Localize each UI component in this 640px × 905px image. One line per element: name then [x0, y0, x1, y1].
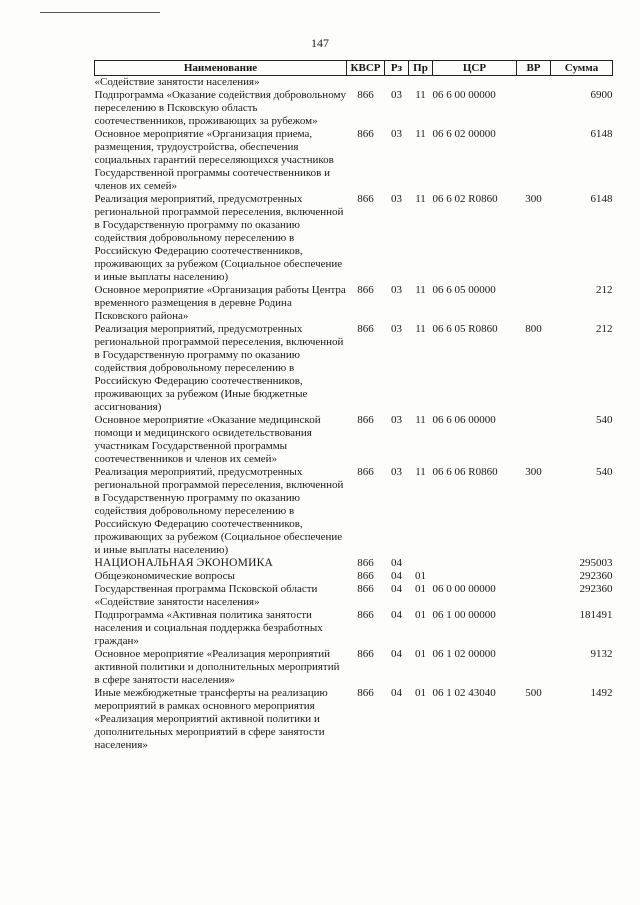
row-vr: 300 — [525, 466, 542, 478]
row-rz: 03 — [391, 414, 402, 426]
row-sum: 212 — [596, 284, 613, 296]
header-sum: Сумма — [551, 61, 613, 76]
table-row — [95, 284, 613, 323]
table-row — [95, 609, 613, 648]
table-body — [95, 76, 613, 753]
row-kvsr: 866 — [357, 128, 374, 140]
table-row — [95, 687, 613, 752]
table-row — [95, 466, 613, 557]
row-kvsr: 866 — [357, 193, 374, 205]
row-pr — [409, 76, 433, 90]
row-rz: 04 — [391, 557, 402, 569]
table-row — [95, 128, 613, 193]
row-rz: 03 — [391, 193, 402, 205]
row-csr: 06 6 02 R0860 — [432, 193, 498, 205]
table-header-row — [95, 61, 613, 76]
row-sum: 9132 — [590, 648, 613, 660]
row-vr — [517, 414, 551, 466]
row-kvsr: 866 — [357, 466, 374, 478]
row-vr — [517, 76, 551, 90]
row-vr: 500 — [525, 687, 542, 699]
row-sum: 540 — [596, 414, 613, 426]
row-csr: 06 1 02 00000 — [432, 648, 496, 660]
table-row — [95, 323, 613, 414]
table-row — [95, 193, 613, 284]
row-vr — [517, 89, 551, 128]
row-pr: 11 — [415, 414, 426, 426]
row-vr — [517, 570, 551, 583]
table-row — [95, 570, 613, 583]
row-rz: 04 — [391, 648, 402, 660]
row-csr — [433, 557, 517, 570]
row-pr: 01 — [415, 648, 426, 660]
table-row — [95, 583, 613, 609]
row-kvsr: 866 — [357, 284, 374, 296]
row-name: Общеэкономические вопросы — [94, 570, 235, 582]
row-name: Реализация мероприятий, предусмотренных региональной программой переселения, включенной в Государственную программу по оказанию содействия добровольному переселению в Российскую Федерацию соотечественников, проживающих за рубежом (Социальное обеспечение и иные выплаты населению) — [94, 466, 344, 556]
row-rz: 03 — [391, 466, 402, 478]
header-rz: Рз — [385, 61, 409, 76]
row-kvsr: 866 — [357, 323, 374, 335]
row-pr: 01 — [415, 570, 426, 582]
row-csr: 06 1 00 00000 — [432, 609, 496, 621]
row-csr: 06 1 02 43040 — [432, 687, 496, 699]
row-name: Основное мероприятие «Организация работы Центра временного размещения в деревне Родина Псковского района» — [94, 284, 346, 322]
row-kvsr: 866 — [357, 414, 374, 426]
row-vr — [517, 557, 551, 570]
row-kvsr: 866 — [357, 570, 374, 582]
row-rz: 04 — [391, 583, 402, 595]
row-csr: 06 0 00 00000 — [432, 583, 496, 595]
row-kvsr: 866 — [357, 557, 374, 569]
row-vr — [517, 609, 551, 648]
row-sum: 540 — [596, 466, 613, 478]
page-number: 147 — [311, 36, 329, 50]
row-pr: 01 — [415, 687, 426, 699]
row-name: Основное мероприятие «Оказание медицинской помощи и медицинского освидетельствования участникам Государственной программы соотечественников и членов их семей» — [94, 414, 321, 465]
row-sum: 292360 — [579, 570, 613, 582]
row-csr: 06 6 00 00000 — [432, 89, 496, 101]
row-pr: 11 — [415, 89, 426, 101]
row-csr — [433, 76, 517, 90]
row-vr — [517, 583, 551, 609]
header-vr: ВР — [517, 61, 551, 76]
row-pr: 01 — [415, 583, 426, 595]
row-rz — [385, 76, 409, 90]
row-name: Реализация мероприятий, предусмотренных региональной программой переселения, включенной в Государственную программу по оказанию содействия добровольному переселению в Российскую Федерацию соотечественников, проживающих за рубежом (Иные бюджетные ассигнования) — [94, 323, 344, 413]
header-pr: Пр — [409, 61, 433, 76]
row-csr: 06 6 05 R0860 — [432, 323, 498, 335]
row-csr: 06 6 06 00000 — [432, 414, 496, 426]
row-kvsr: 866 — [357, 609, 374, 621]
row-csr: 06 6 06 R0860 — [432, 466, 498, 478]
row-pr: 11 — [415, 323, 426, 335]
row-name: «Содействие занятости населения» — [94, 76, 260, 88]
row-rz: 03 — [391, 128, 402, 140]
row-csr — [433, 570, 517, 583]
row-vr — [517, 648, 551, 687]
top-rule — [40, 12, 160, 13]
row-sum: 181491 — [579, 609, 613, 621]
row-sum — [551, 76, 613, 90]
row-name: Подпрограмма «Оказание содействия добровольному переселению в Псковскую область соотечественников, проживающих за рубежом» — [94, 89, 346, 127]
header-name: Наименование — [95, 61, 347, 76]
table-row — [95, 89, 613, 128]
table-row — [95, 648, 613, 687]
row-sum: 295003 — [579, 557, 613, 569]
row-sum: 6148 — [590, 128, 613, 140]
row-pr: 11 — [415, 466, 426, 478]
row-kvsr: 866 — [357, 687, 374, 699]
row-name: Основное мероприятие «Организация приема, размещения, трудоустройства, обеспечения социальных гарантий переселяющихся участников Государственной программы соотечественников и членов их семей» — [94, 128, 334, 192]
row-vr: 800 — [525, 323, 542, 335]
row-vr — [517, 284, 551, 323]
row-pr: 01 — [415, 609, 426, 621]
table-row — [95, 557, 613, 570]
table-row — [95, 414, 613, 466]
budget-table — [94, 60, 613, 752]
row-sum: 212 — [596, 323, 613, 335]
row-rz: 04 — [391, 687, 402, 699]
row-sum: 1492 — [590, 687, 613, 699]
row-rz: 04 — [391, 609, 402, 621]
row-kvsr: 866 — [357, 583, 374, 595]
header-kvsr: КВСР — [347, 61, 385, 76]
row-vr — [517, 128, 551, 193]
row-sum: 292360 — [579, 583, 613, 595]
row-pr: 11 — [415, 193, 426, 205]
row-pr: 11 — [415, 128, 426, 140]
row-name: Подпрограмма «Активная политика занятости населения и социальная поддержка безработных граждан» — [94, 609, 323, 647]
row-vr: 300 — [525, 193, 542, 205]
row-sum: 6148 — [590, 193, 613, 205]
table-row — [95, 76, 613, 90]
row-pr — [409, 557, 433, 570]
row-rz: 03 — [391, 284, 402, 296]
row-name: Иные межбюджетные трансферты на реализацию мероприятий в рамках основного мероприятия «Реализация мероприятий активной политики и дополнительных мероприятий в сфере занятости населения» — [94, 687, 328, 751]
row-kvsr — [347, 76, 385, 90]
row-pr: 11 — [415, 284, 426, 296]
row-kvsr: 866 — [357, 89, 374, 101]
row-rz: 03 — [391, 323, 402, 335]
row-sum: 6900 — [590, 89, 613, 101]
row-name: Государственная программа Псковской области «Содействие занятости населения» — [94, 583, 318, 608]
row-kvsr: 866 — [357, 648, 374, 660]
row-name: Реализация мероприятий, предусмотренных региональной программой переселения, включенной в Государственную программу по оказанию содействия добровольному переселению в Российскую Федерацию соотечественников, проживающих за рубежом (Социальное обеспечение и иные выплаты населению) — [94, 193, 344, 283]
header-csr: ЦСР — [433, 61, 517, 76]
row-name: Основное мероприятие «Реализация мероприятий активной политики и дополнительных мероприятий в сфере занятости населения» — [94, 648, 340, 686]
row-rz: 04 — [391, 570, 402, 582]
row-csr: 06 6 02 00000 — [432, 128, 496, 140]
row-rz: 03 — [391, 89, 402, 101]
row-name: НАЦИОНАЛЬНАЯ ЭКОНОМИКА — [94, 557, 273, 569]
row-csr: 06 6 05 00000 — [432, 284, 496, 296]
